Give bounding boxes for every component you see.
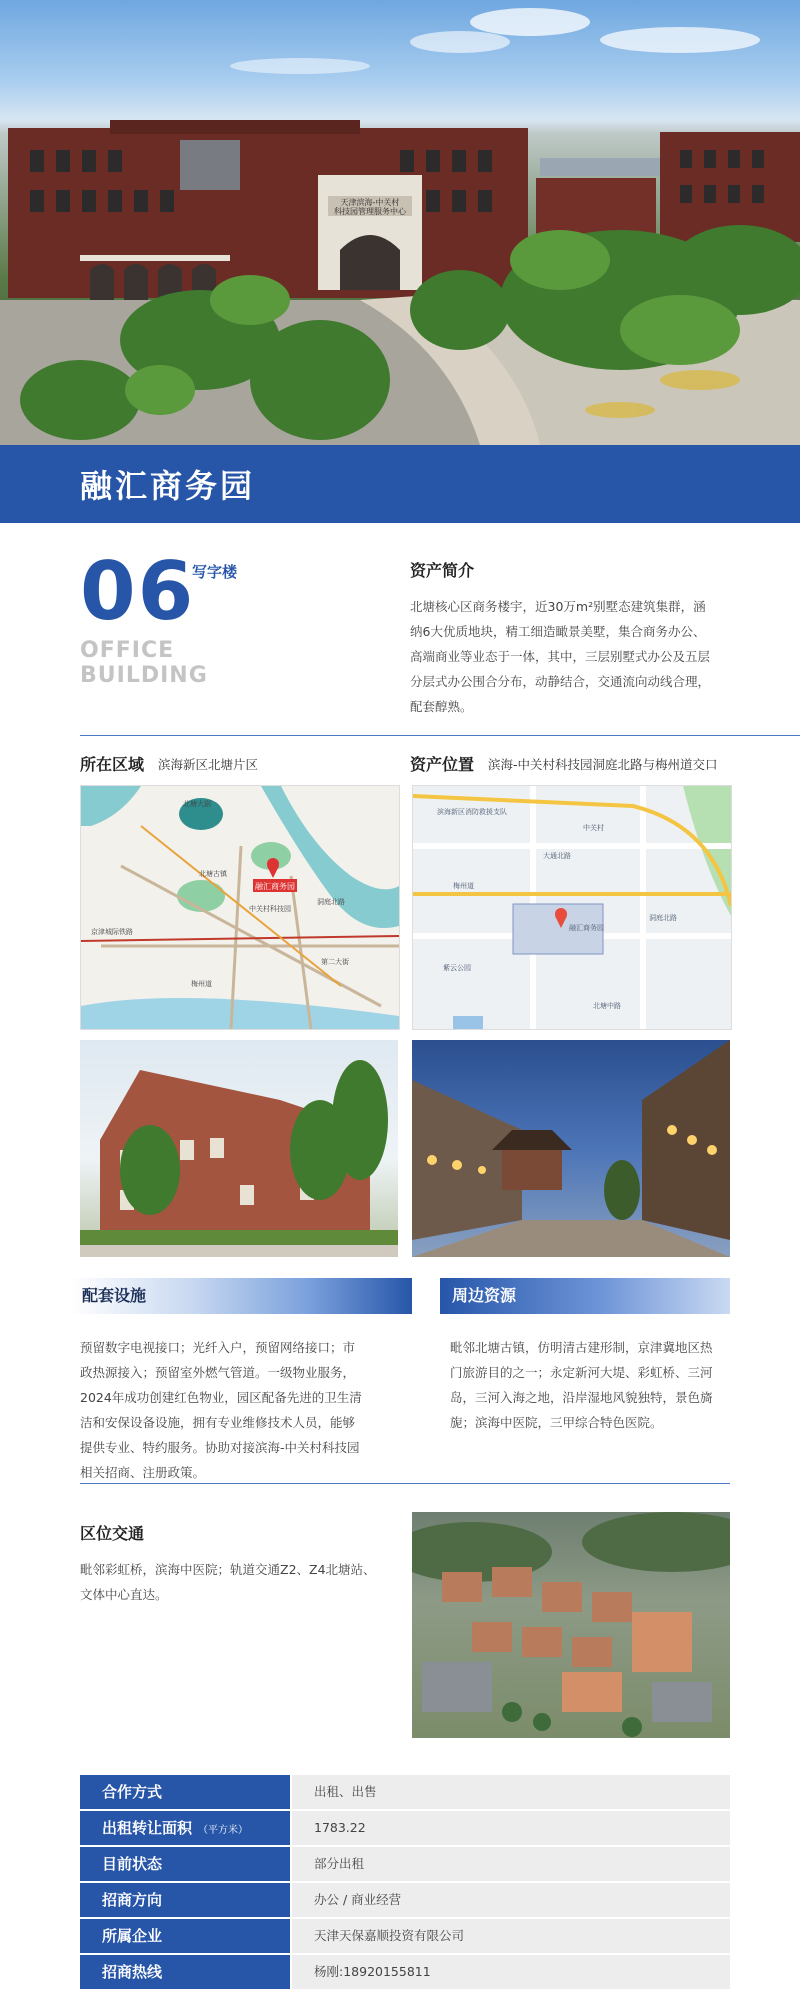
map-label: 梅州道 [191, 980, 212, 988]
office-building-illustration [80, 1040, 398, 1257]
divider-line [80, 735, 800, 736]
surroundings-heading-bar [440, 1278, 730, 1314]
region-map-illustration [81, 786, 399, 1029]
company-value: 天津天保嘉顺投资有限公司 [292, 1919, 730, 1953]
area-unit: （平方米） [198, 1825, 249, 1836]
asset-intro-text: 北塘核心区商务楼宇，近30万m²别墅态建筑集群，涵纳6大优质地块，精工细造瞰景美墅，集合商务办公、高端商业等业态于一体，其中，三层别墅式办公及五层分层式办公围合分布，动静结合，交通流向动线合理，配套醇熟。 [410, 599, 711, 714]
map-label: 中关村科技园 [249, 905, 291, 913]
building-sign-line2: 科技园管理服务中心 [334, 207, 406, 216]
table-row [80, 1919, 730, 1955]
aerial-rendering-illustration [412, 1512, 730, 1738]
table-row [80, 1847, 730, 1883]
hero-illustration [0, 0, 800, 445]
map-label: 京津城际铁路 [91, 928, 133, 936]
region-label: 所在区域 [80, 755, 145, 774]
table-row [80, 1811, 730, 1847]
map-label: 北塘大剧 [183, 800, 211, 808]
position-label: 资产位置 [410, 755, 475, 774]
position-value: 滨海-中关村科技园洞庭北路与梅州道交口 [488, 757, 718, 772]
asset-type-english-line2: BUILDING [80, 663, 208, 689]
map-label: 北塘中路 [593, 1002, 621, 1010]
status-value: 部分出租 [292, 1847, 730, 1881]
old-town-illustration [412, 1040, 730, 1257]
area-label: 出租转让面积 （平方米） [80, 1811, 290, 1845]
section-number: 06 [80, 545, 196, 638]
area-value: 1783.22 [292, 1811, 730, 1845]
hero-photo [0, 0, 800, 445]
hotline-label: 招商热线 [80, 1955, 290, 1989]
asset-intro-heading: 资产简介 [410, 561, 475, 580]
direction-value: 办公 / 商业经营 [292, 1883, 730, 1917]
map-label: 北塘古镇 [199, 870, 227, 878]
facilities-heading-bar [70, 1278, 412, 1314]
table-row [80, 1883, 730, 1919]
region-map [80, 785, 400, 1030]
region-value: 滨海新区北塘片区 [158, 757, 259, 772]
cooperation-label: 合作方式 [80, 1775, 290, 1809]
hotline-value: 杨刚:18920155811 [292, 1955, 730, 1989]
surroundings-text: 毗邻北塘古镇，仿明清古建形制，京津冀地区热门旅游目的之一；永定新河大堤、彩虹桥、三河岛，三河入海之地，沿岸湿地风貌独特，景色旖旎；滨海中医院，三甲综合特色医院。 [450, 1340, 713, 1430]
map-label-target: 融汇商务园 [255, 882, 295, 891]
map-label: 梅州道 [453, 882, 474, 890]
asset-type-label: 写字楼 [192, 563, 238, 581]
map-label: 滨海新区消防救援支队 [437, 808, 507, 816]
map-label: 洞庭北路 [649, 914, 677, 922]
divider-line [80, 1483, 730, 1484]
map-label: 洞庭北路 [317, 898, 345, 906]
map-label: 第二大街 [321, 958, 349, 966]
map-label: 紫云公园 [443, 964, 471, 972]
facilities-text: 预留数字电视接口；光纤入户，预留网络接口；市政热源接入；预留室外燃气管道。一级物业服务，2024年成功创建红色物业，园区配备先进的卫生清洁和安保设备设施，拥有专业维修技术人员，能够提供专业、特约服务。协助对接滨海-中关村科技园相关招商、注册政策。 [80, 1340, 362, 1480]
status-label: 目前状态 [80, 1847, 290, 1881]
office-building-photo [80, 1040, 398, 1257]
map-label: 大通北路 [543, 852, 571, 860]
table-row [80, 1955, 730, 1991]
traffic-text: 毗邻彩虹桥，滨海中医院；轨道交通Z2、Z4北塘站、文体中心直达。 [80, 1562, 376, 1602]
cooperation-value: 出租、出售 [292, 1775, 730, 1809]
traffic-heading: 区位交通 [80, 1524, 145, 1543]
page-title: 融汇商务园 [80, 467, 256, 505]
position-map-illustration [413, 786, 731, 1029]
aerial-rendering [412, 1512, 730, 1738]
table-row [80, 1775, 730, 1811]
surroundings-heading: 周边资源 [452, 1286, 517, 1305]
asset-type-english-line1: OFFICE [80, 638, 175, 663]
direction-label: 招商方向 [80, 1883, 290, 1917]
map-label: 中关村 [583, 824, 604, 832]
map-label: 融汇商务园 [569, 924, 604, 932]
facilities-heading: 配套设施 [82, 1286, 147, 1305]
building-sign-line1: 天津滨海-中关村 [340, 198, 400, 207]
position-map [412, 785, 732, 1030]
asset-type-english [80, 638, 208, 689]
company-label: 所属企业 [80, 1919, 290, 1953]
old-town-photo [412, 1040, 730, 1257]
